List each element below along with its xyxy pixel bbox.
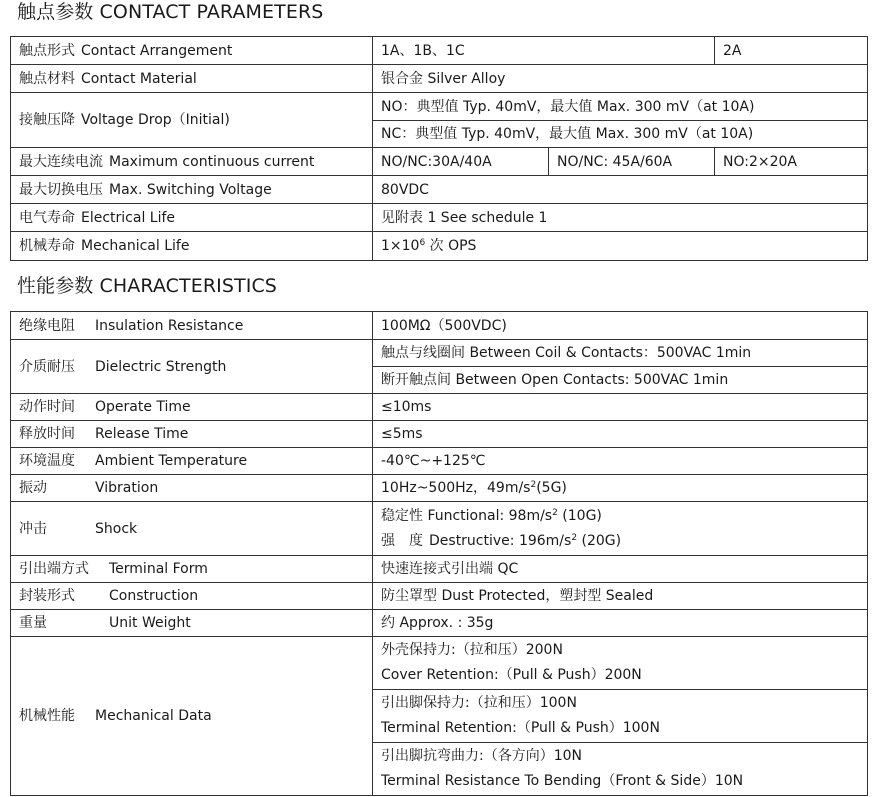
row-label <box>11 583 373 610</box>
value-cell: 1A、1B、1C <box>373 37 715 65</box>
table-row <box>11 312 868 340</box>
shock-functional <box>381 504 867 529</box>
value-cell: ≤5ms <box>373 421 868 448</box>
row-label <box>11 475 373 502</box>
value-cell: -40℃~+125℃ <box>373 448 868 475</box>
table-row <box>11 502 868 556</box>
value-exponent: 2 <box>571 532 578 543</box>
cover-retention-cn: 外壳保持力:（拉和压）200N <box>381 642 563 658</box>
row-label <box>11 637 373 796</box>
label-cn: 触点形式 <box>19 42 75 59</box>
row-label <box>11 610 373 637</box>
value-cell <box>373 690 868 743</box>
contact-parameters-table <box>10 36 868 261</box>
label-en: Dielectric Strength <box>95 358 227 375</box>
label-cn: 重量 <box>19 615 47 631</box>
value-base: 10Hz~500Hz，49m/s <box>381 480 531 496</box>
label-en: Electrical Life <box>81 209 176 226</box>
value-tail: (10G) <box>557 507 602 524</box>
table-row <box>11 610 868 637</box>
value-cell: 快速连接式引出端 QC <box>373 556 868 583</box>
value-cell: NO：典型值 Typ. 40mV，最大值 Max. 300 mV（at 10A) <box>373 93 868 121</box>
row-label <box>11 448 373 475</box>
terminal-retention-cn: 引出脚保持力:（拉和压）100N <box>381 695 577 711</box>
row-label <box>11 556 373 583</box>
cover-retention-en: Cover Retention:（Pull & Push）200N <box>381 667 642 683</box>
value-cell: 断开触点间 Between Open Contacts: 500VAC 1min <box>373 367 868 394</box>
value-tail: 次 OPS <box>425 238 477 254</box>
row-label <box>11 65 373 93</box>
label-en: Terminal Form <box>109 561 208 577</box>
value-base: 稳定性 Functional: 98m/s <box>381 507 553 524</box>
label-cn: 最大切换电压 <box>19 181 103 198</box>
value-cell: 银合金 Silver Alloy <box>373 65 868 93</box>
table-row <box>11 148 868 176</box>
row-label <box>11 232 373 261</box>
label-en: Mechanical Life <box>81 238 190 254</box>
label-en: Mechanical Data <box>95 708 212 724</box>
table-row <box>11 421 868 448</box>
value-cell: 防尘罩型 Dust Protected，塑封型 Sealed <box>373 583 868 610</box>
row-label <box>11 204 373 232</box>
label-cn: 强 <box>381 532 395 549</box>
characteristics-title: 性能参数 CHARACTERISTICS <box>17 275 277 297</box>
table-row <box>11 448 868 475</box>
value-exponent: 6 <box>419 238 426 248</box>
value-cell: 80VDC <box>373 176 868 204</box>
label-en: Shock <box>95 520 138 537</box>
table-row <box>11 556 868 583</box>
table-row <box>11 176 868 204</box>
value-cell: 触点与线圈间 Between Coil & Contacts：500VAC 1min <box>373 340 868 367</box>
value-exponent: 2 <box>552 507 558 518</box>
value-base: 1×10 <box>381 238 420 254</box>
row-label <box>11 502 373 556</box>
row-label <box>11 148 373 176</box>
table-row <box>11 37 868 65</box>
value-cell: 2A <box>715 37 868 65</box>
label-cn: 封装形式 <box>19 588 75 604</box>
terminal-bending-en: Terminal Resistance To Bending（Front & Side）10N <box>381 773 744 789</box>
row-label <box>11 37 373 65</box>
label-en: Vibration <box>95 480 159 496</box>
value-cell: NO/NC: 45A/60A <box>549 148 715 176</box>
label-cn: 机械寿命 <box>19 238 75 254</box>
table-row <box>11 637 868 690</box>
label-en: Operate Time <box>95 399 191 415</box>
value-cell: 约 Approx. : 35g <box>373 610 868 637</box>
label-cn: 度 <box>409 532 423 549</box>
label-en: Insulation Resistance <box>95 317 244 334</box>
value-cell: NC：典型值 Typ. 40mV，最大值 Max. 300 mV（at 10A) <box>373 121 868 148</box>
label-cn: 机械性能 <box>19 708 75 724</box>
label-cn: 释放时间 <box>19 426 75 442</box>
label-cn: 引出端方式 <box>19 561 89 577</box>
contact-parameters-title: 触点参数 CONTACT PARAMETERS <box>17 1 324 23</box>
row-label <box>11 312 373 340</box>
label-cn: 介质耐压 <box>19 358 75 375</box>
value-cell: 见附表 1 See schedule 1 <box>373 204 868 232</box>
terminal-retention-en: Terminal Retention:（Pull & Push）100N <box>381 720 660 736</box>
label-cn: 绝缘电阻 <box>19 317 75 334</box>
value-cell: NO:2×20A <box>715 148 868 176</box>
row-label <box>11 176 373 204</box>
label-en: Contact Material <box>81 70 197 87</box>
characteristics-table <box>10 311 868 796</box>
value-exponent: 2 <box>530 480 537 490</box>
label-en: Ambient Temperature <box>95 453 248 469</box>
value-cell: ≤10ms <box>373 394 868 421</box>
label-en: Contact Arrangement <box>81 42 233 59</box>
table-row <box>11 204 868 232</box>
label-en: Construction <box>109 588 199 604</box>
label-cn: 冲击 <box>19 520 47 537</box>
row-label <box>11 421 373 448</box>
value-base: Destructive: 196m/s <box>429 532 572 549</box>
table-row <box>11 340 868 367</box>
row-label <box>11 394 373 421</box>
value-cell <box>373 502 868 556</box>
label-en: Unit Weight <box>109 615 191 631</box>
table-row <box>11 583 868 610</box>
value-cell <box>373 637 868 690</box>
value-cell <box>373 475 868 502</box>
table-row <box>11 93 868 121</box>
row-label <box>11 340 373 394</box>
value-cell: NO/NC:30A/40A <box>373 148 549 176</box>
label-cn: 动作时间 <box>19 399 75 415</box>
value-cell <box>373 743 868 796</box>
value-tail: (5G) <box>536 480 567 496</box>
table-row <box>11 394 868 421</box>
label-cn: 环境温度 <box>19 453 75 469</box>
label-cn: 触点材料 <box>19 70 75 87</box>
label-en: Release Time <box>95 426 189 442</box>
shock-destructive <box>381 529 867 554</box>
label-en: Voltage Drop（Initial) <box>81 112 230 128</box>
label-cn: 最大连续电流 <box>19 153 103 170</box>
table-row <box>11 475 868 502</box>
label-en: Maximum continuous current <box>109 153 315 170</box>
terminal-bending-cn: 引出脚抗弯曲力:（各方向）10N <box>381 748 583 764</box>
value-tail: (20G) <box>577 532 622 549</box>
label-cn: 振动 <box>19 480 47 496</box>
label-cn: 接触压降 <box>19 112 75 128</box>
value-cell: 100MΩ（500VDC) <box>373 312 868 340</box>
value-cell <box>373 232 868 261</box>
table-row <box>11 65 868 93</box>
table-row <box>11 232 868 261</box>
row-label <box>11 93 373 148</box>
label-cn: 电气寿命 <box>19 209 75 226</box>
label-en: Max. Switching Voltage <box>109 181 272 198</box>
